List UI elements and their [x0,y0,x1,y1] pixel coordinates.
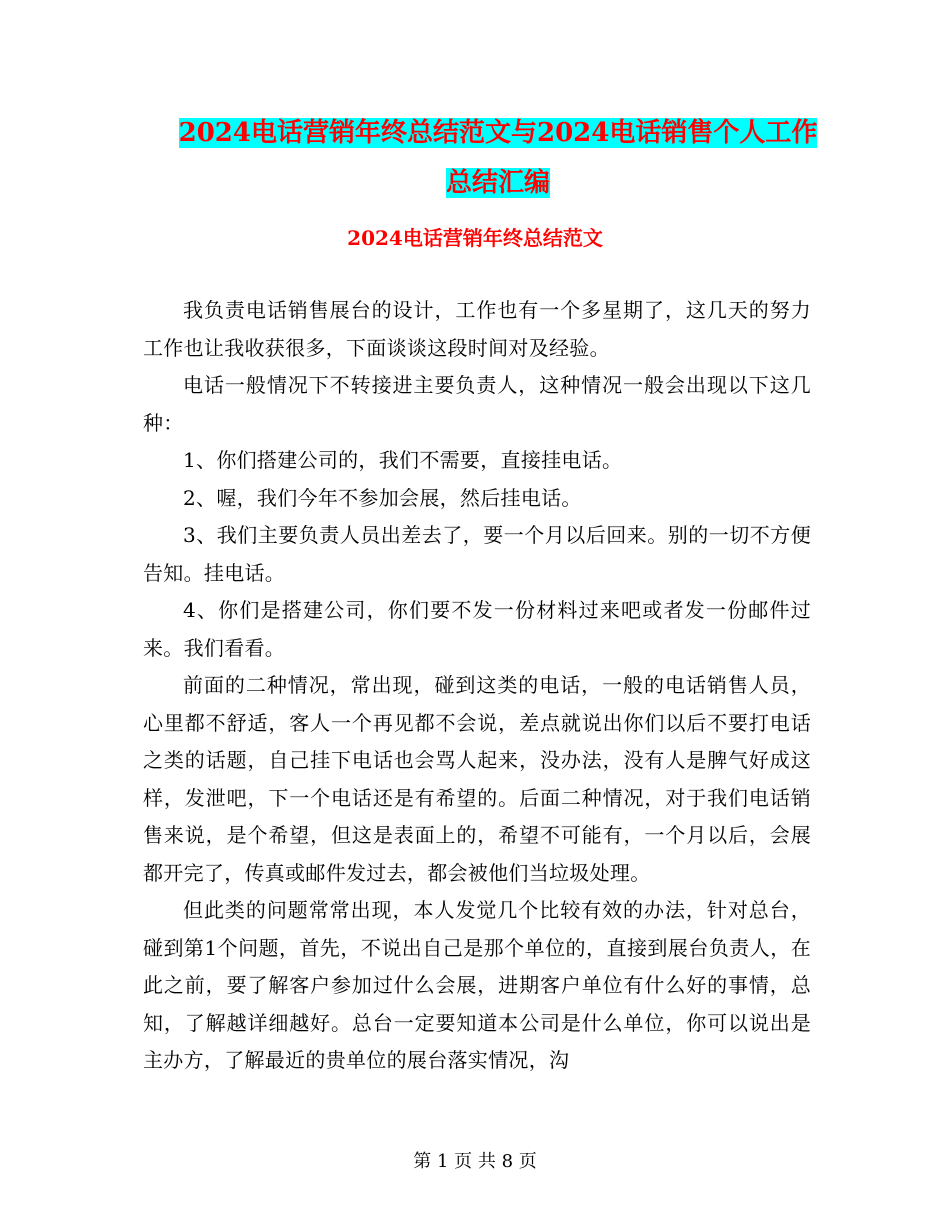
document-body [143,292,811,1080]
title-line-2: 总结汇编 [445,168,550,198]
paragraph: 但此类的问题常常出现，本人发觉几个比较有效的办法，针对总台，碰到第1个问题，首先，不说出自己是那个单位的，直接到展台负责人，在此之前，要了解客户参加过什么会展，进期客户单位有什么好的事情，总知，了解越详细越好。总台一定要知道本公司是什么单位，你可以说出是主办方，了解最近的贵单位的展台落实情况，沟 [143,898,811,1072]
list-item: 3、我们主要负责人员出差去了，要一个月以后回来。别的一切不方便告知。挂电话。 [143,523,811,585]
list-item: 1、你们搭建公司的，我们不需要，直接挂电话。 [183,448,623,472]
list-item: 4、你们是搭建公司，你们要不发一份材料过来吧或者发一份邮件过来。我们看看。 [143,598,811,660]
paragraph: 电话一般情况下不转接进主要负责人，这种情况一般会出现以下这几种： [143,373,811,435]
list-item: 2、喔，我们今年不参加会展，然后挂电话。 [183,485,582,510]
section-heading: 2024电话营销年终总结范文 [347,226,603,250]
title-line-1: 2024电话营销年终总结范文与2024电话销售个人工作 [178,118,818,148]
document-title [140,108,856,208]
paragraph: 我负责电话销售展台的设计，工作也有一个多星期了，这几天的努力工作也让我收获很多，下面谈谈这段时间对及经验。 [143,298,811,360]
page-number-footer: 第 1 页 共 8 页 [413,1151,537,1172]
paragraph: 前面的二种情况，常出现，碰到这类的电话，一般的电话销售人员，心里都不舒适，客人一个再见都不会说，差点就说出你们以后不要打电话之类的话题，自己挂下电话也会骂人起来，没办法，没有人是脾气好成这样，发泄吧，下一个电话还是有希望的。后面二种情况，对于我们电话销售来说，是个希望，但这是表面上的，希望不可能有，一个月以后，会展都开完了，传真或邮件发过去，都会被他们当垃圾处理。 [143,673,811,885]
